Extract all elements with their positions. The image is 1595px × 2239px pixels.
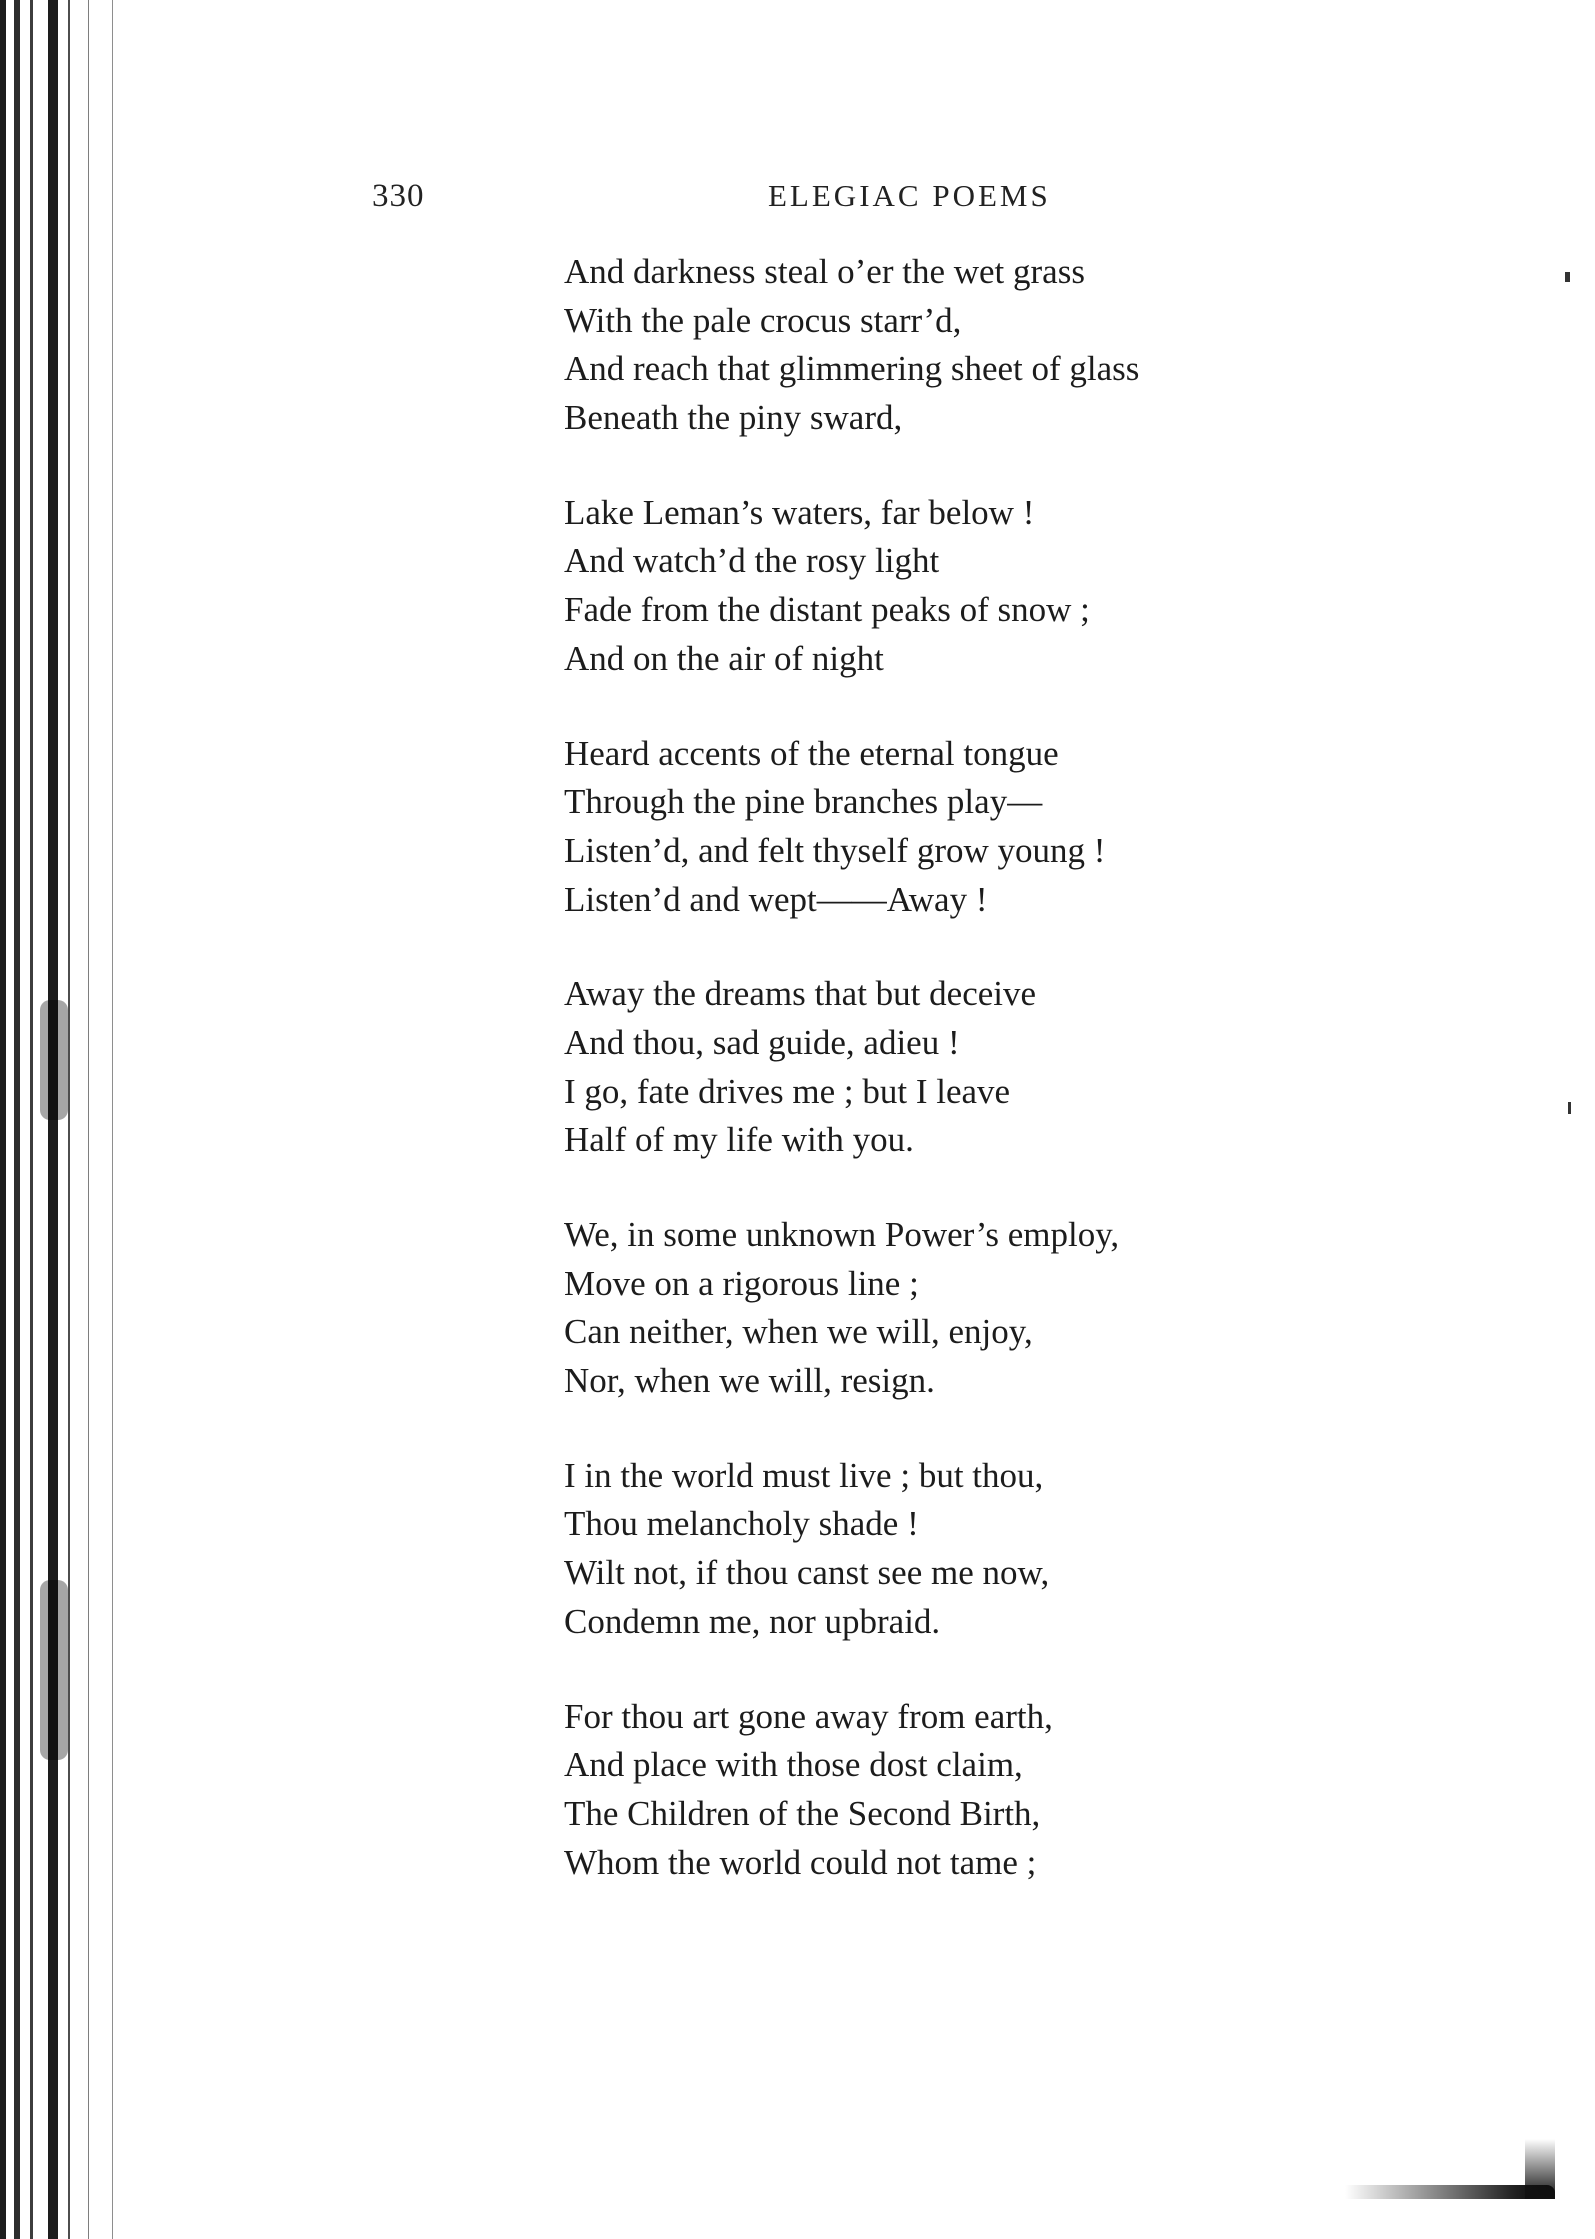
poem-line: I in the world must live ; but thou, — [564, 1455, 1044, 1495]
stanza — [564, 248, 1464, 443]
poem-line: Condemn me, nor upbraid. — [564, 1601, 941, 1641]
poem-line: Thou melancholy shade ! — [564, 1504, 919, 1544]
poem-line: Wilt not, if thou canst see me now, — [564, 1553, 1050, 1593]
poem-line: Fade from the distant peaks of snow ; — [564, 590, 1090, 630]
poem-line: And place with those dost claim, — [564, 1745, 1023, 1785]
poem-line: And thou, sad guide, adieu ! — [564, 1022, 960, 1062]
poem-line: Away the dreams that but deceive — [564, 974, 1037, 1014]
poem-body — [564, 248, 1464, 1933]
poem-line: Half of my life with you. — [564, 1120, 914, 1160]
stanza — [564, 1452, 1464, 1647]
poem-line: Nor, when we will, resign. — [564, 1361, 935, 1401]
stanza — [564, 730, 1464, 925]
poem-line: With the pale crocus starr’d, — [564, 300, 962, 340]
stanza — [564, 1211, 1464, 1406]
poem-line: Through the pine branches play— — [564, 782, 1043, 822]
running-title: ELEGIAC POEMS — [768, 178, 1051, 213]
page-corner-shadow — [1525, 2139, 1555, 2199]
binding-edge — [0, 0, 130, 2239]
poem-line: Listen’d, and felt thyself grow young ! — [564, 830, 1106, 870]
poem-line: Heard accents of the eternal tongue — [564, 733, 1059, 773]
stanza — [564, 970, 1464, 1165]
poem-line: Can neither, when we will, enjoy, — [564, 1312, 1033, 1352]
page-number: 330 — [372, 178, 425, 214]
page-corner-shadow — [1345, 2185, 1555, 2199]
poem-line: Whom the world could not tame ; — [564, 1842, 1037, 1882]
stanza — [564, 489, 1464, 684]
poem-line: Listen’d and wept——Away ! — [564, 879, 988, 919]
stanza — [564, 1693, 1464, 1888]
binding-smudge — [40, 1000, 68, 1120]
poem-line: And on the air of night — [564, 638, 884, 678]
poem-line: We, in some unknown Power’s employ, — [564, 1215, 1120, 1254]
poem-line: I go, fate drives me ; but I leave — [564, 1071, 1011, 1111]
poem-line: Move on a rigorous line ; — [564, 1263, 919, 1303]
poem-line: The Children of the Second Birth, — [564, 1793, 1041, 1833]
scan-speck — [1568, 1102, 1571, 1114]
binding-smudge — [40, 1580, 68, 1760]
poem-line: For thou art gone away from earth, — [564, 1696, 1053, 1736]
poem-line: Lake Leman’s waters, far below ! — [564, 492, 1035, 532]
poem-line: And watch’d the rosy light — [564, 541, 940, 581]
poem-line: And reach that glimmering sheet of glass — [564, 349, 1140, 389]
poem-line: And darkness steal o’er the wet grass — [564, 252, 1085, 291]
scan-speck — [1565, 272, 1570, 282]
running-head — [0, 178, 1595, 218]
poem-line: Beneath the piny sward, — [564, 398, 903, 438]
